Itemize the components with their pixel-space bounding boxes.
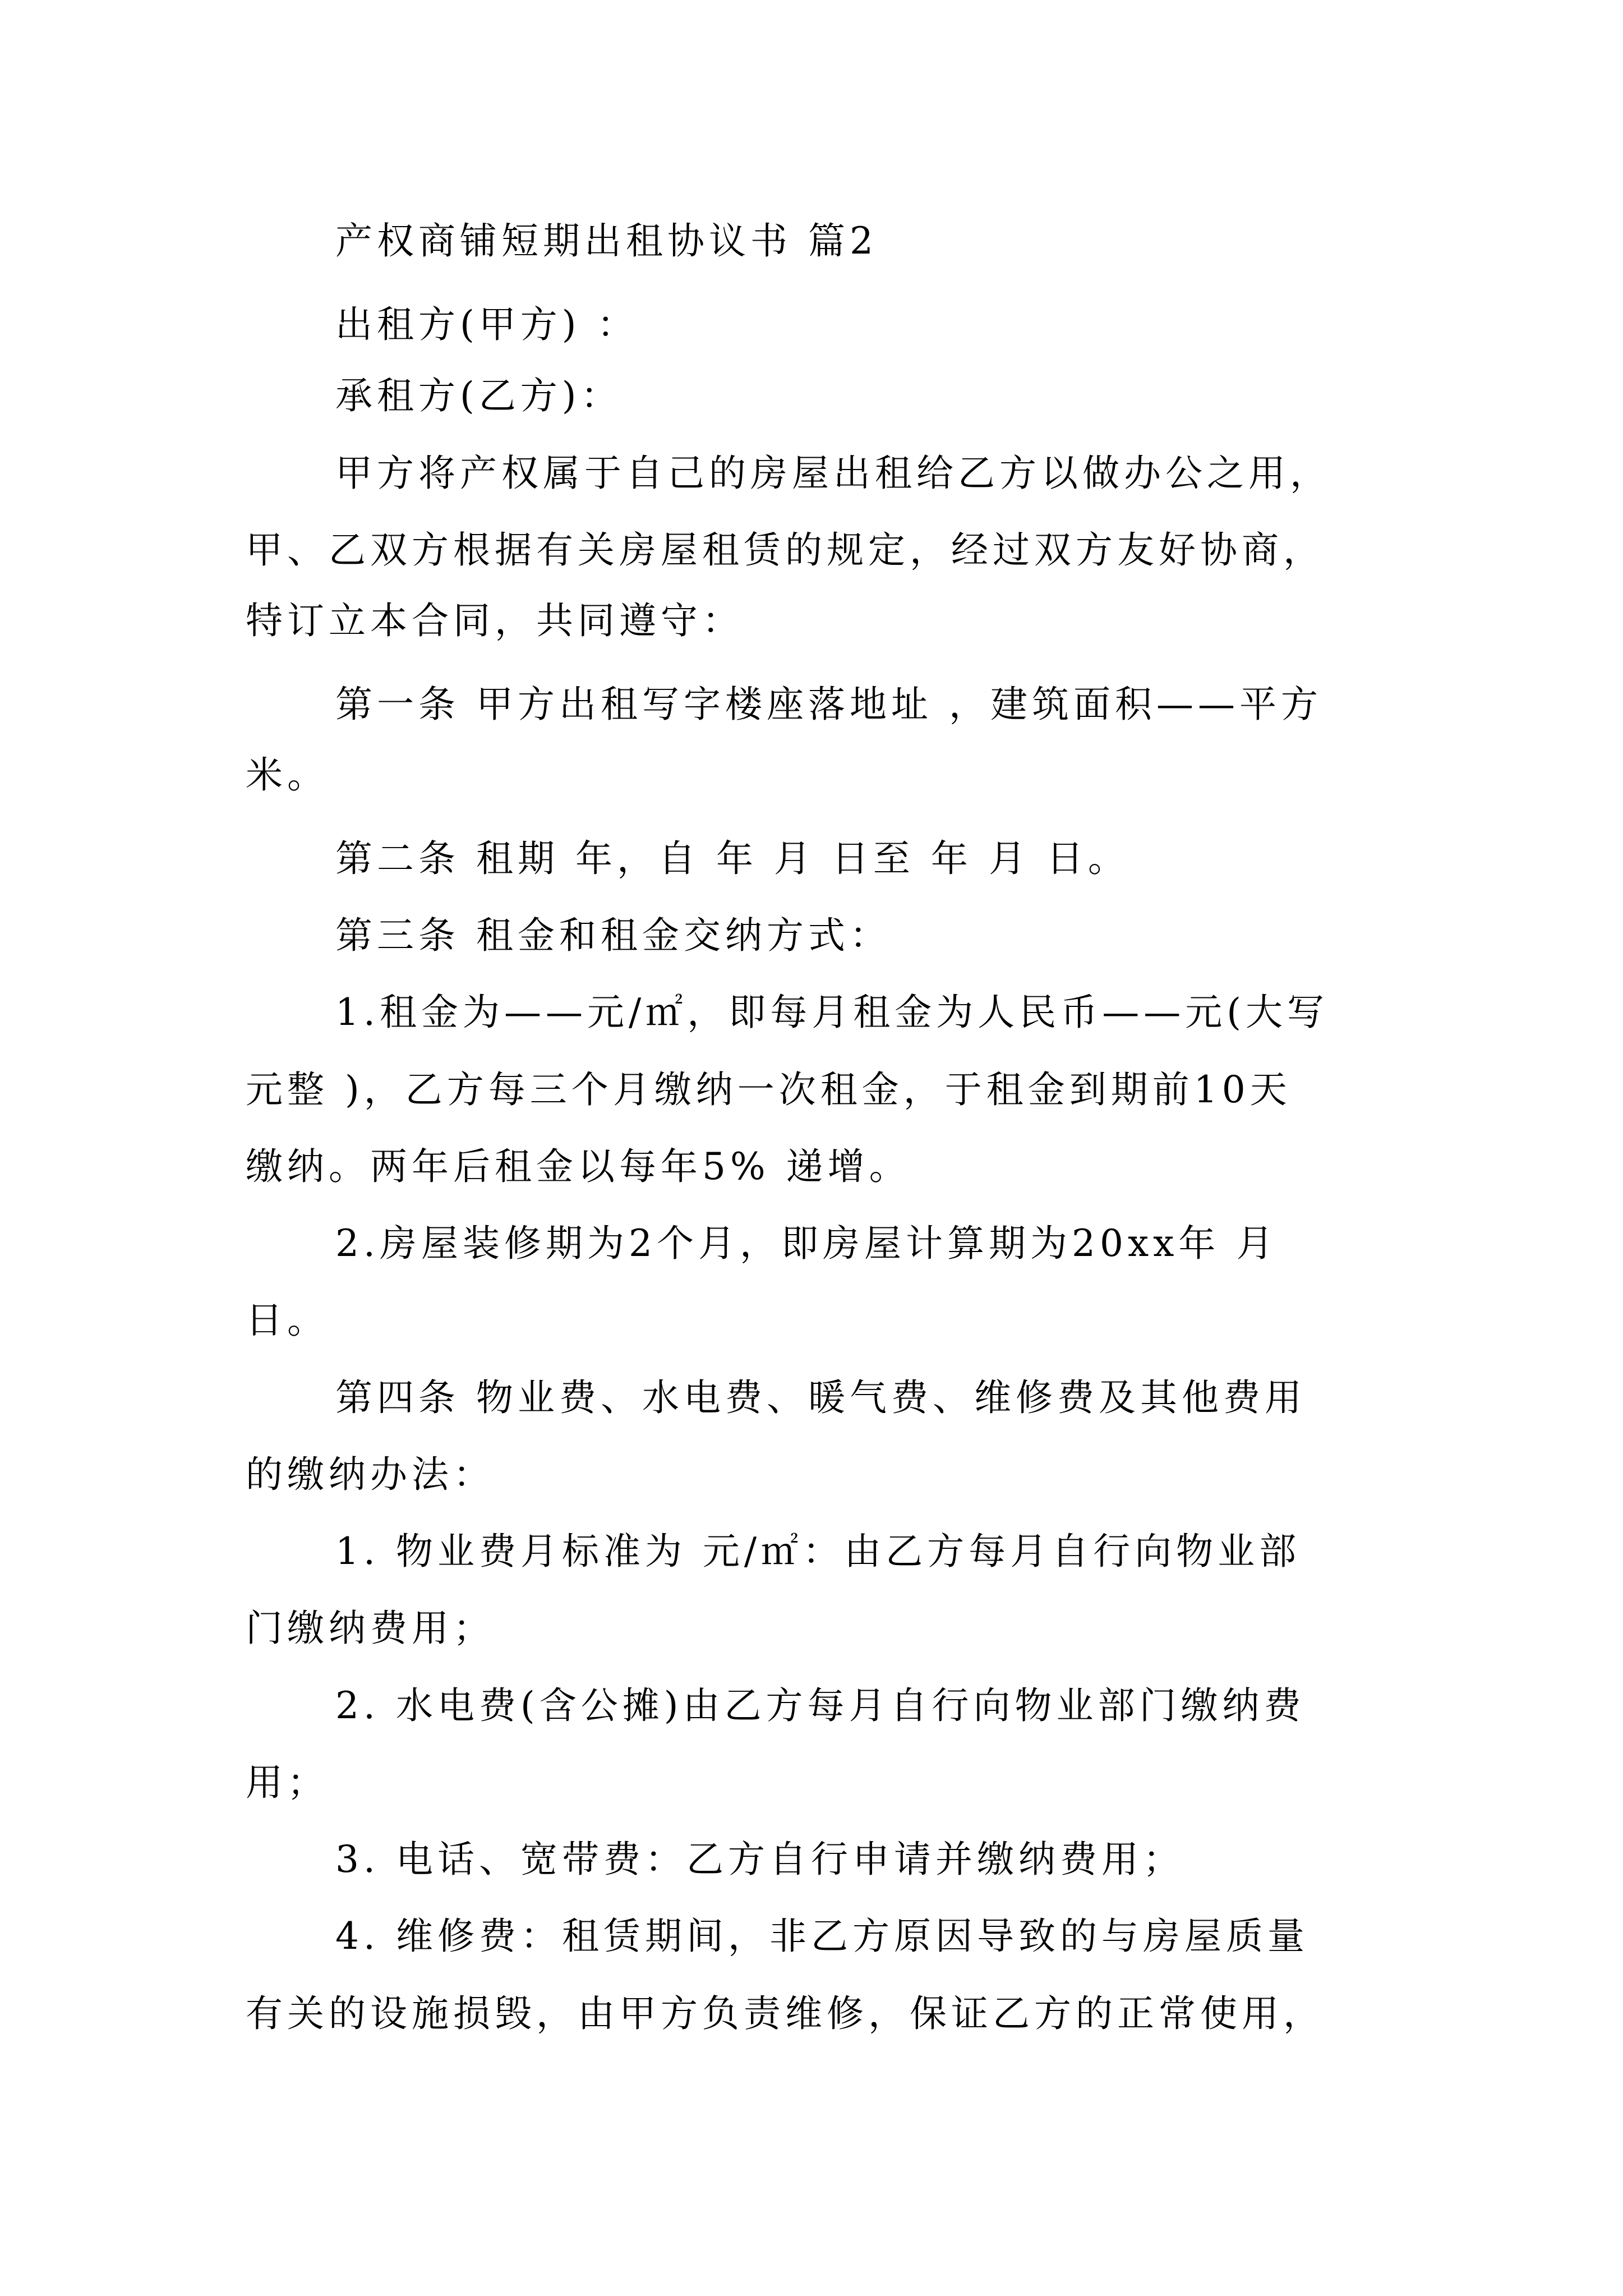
- lessor-line: 出租方(甲方) ：: [335, 303, 639, 346]
- article-4-item-2: 用；: [246, 1761, 329, 1804]
- paragraph-line: 特订立本合同，共同遵守：: [246, 599, 744, 642]
- article-4-item-4: 4. 维修费：租赁期间，非乙方原因导致的与房屋质量: [335, 1915, 1309, 1958]
- document-title: 产权商铺短期出租协议书 篇2: [335, 219, 878, 263]
- article-3-item-2: 日。: [246, 1299, 329, 1342]
- article-3-item-2: 2.房屋装修期为2个月，即房屋计算期为20xx年 月: [335, 1222, 1278, 1265]
- article-4-item-4: 有关的设施损毁，由甲方负责维修，保证乙方的正常使用，: [246, 1992, 1325, 2035]
- article-3-item-1: 元整 )，乙方每三个月缴纳一次租金，于租金到期前10天: [246, 1068, 1292, 1111]
- article-4-heading: 的缴纳办法：: [246, 1453, 495, 1496]
- article-3-heading: 第三条 租金和租金交纳方式：: [335, 914, 891, 957]
- lessee-line: 承租方(乙方)：: [335, 374, 623, 417]
- article-1-line: 第一条 甲方出租写字楼座落地址 ，建筑面积——平方: [335, 683, 1322, 726]
- paragraph-line: 甲方将产权属于自己的房屋出租给乙方以做办公之用，: [335, 452, 1331, 495]
- article-1-line: 米。: [246, 753, 329, 797]
- article-3-item-1: 1.租金为——元/㎡，即每月租金为人民币——元(大写: [335, 991, 1329, 1034]
- article-4-item-3: 3. 电话、宽带费：乙方自行申请并缴纳费用；: [335, 1838, 1184, 1881]
- article-4-item-1: 1. 物业费月标准为 元/㎡：由乙方每月自行向物业部: [335, 1530, 1301, 1573]
- article-4-heading: 第四条 物业费、水电费、暖气费、维修费及其他费用: [335, 1376, 1306, 1419]
- article-2-line: 第二条 租期 年，自 年 月 日至 年 月 日。: [335, 837, 1129, 880]
- paragraph-line: 甲、乙双方根据有关房屋租赁的规定，经过双方友好协商，: [246, 528, 1325, 572]
- article-4-item-1: 门缴纳费用；: [246, 1607, 495, 1650]
- article-4-item-2: 2. 水电费(含公摊)由乙方每月自行向物业部门缴纳费: [335, 1684, 1306, 1727]
- article-3-item-1: 缴纳。两年后租金以每年5% 递增。: [246, 1145, 911, 1188]
